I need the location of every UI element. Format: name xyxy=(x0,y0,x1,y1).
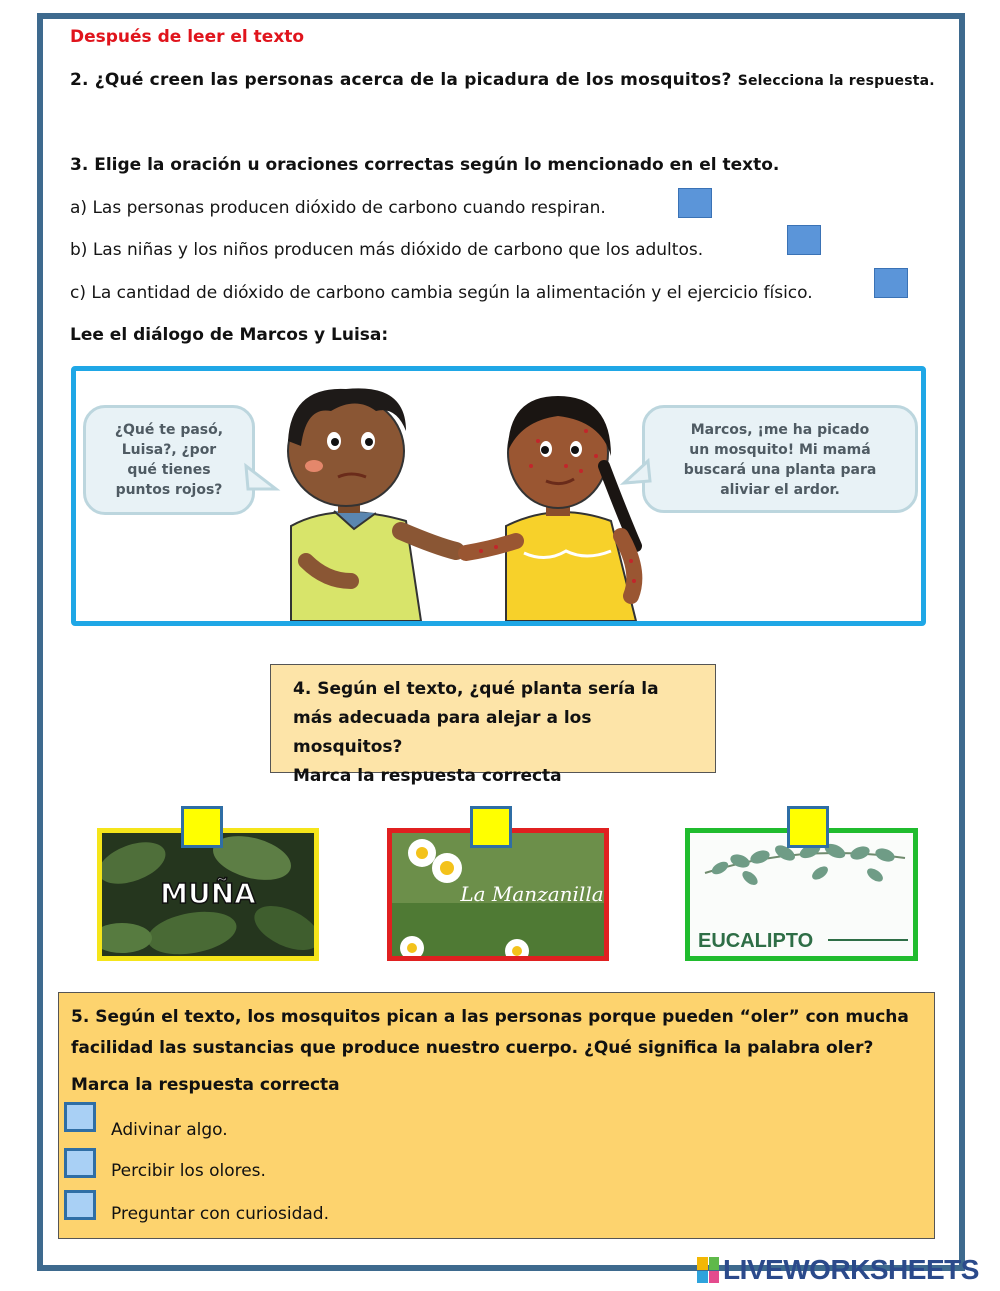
q5-checkbox-2[interactable] xyxy=(64,1148,96,1178)
question-5-instruction: Marca la respuesta correcta xyxy=(71,1075,340,1095)
plant-checkbox-muna[interactable] xyxy=(181,806,223,848)
q3-checkbox-c[interactable] xyxy=(874,268,908,298)
q5-option-3: Preguntar con curiosidad. xyxy=(111,1204,329,1224)
liveworksheets-wordmark: LIVEWORKSHEETS xyxy=(723,1254,979,1285)
bubble-line: un mosquito! Mi mamá xyxy=(689,442,871,458)
q3-option-a: a) Las personas producen dióxido de carbono cuando respiran. xyxy=(70,198,606,218)
bubble-line: Marcos, ¡me ha picado xyxy=(690,422,870,438)
q5-option-1: Adivinar algo. xyxy=(111,1120,228,1140)
q3-option-b: b) Las niñas y los niños producen más dióxido de carbono que los adultos. xyxy=(70,240,704,260)
question-5-box xyxy=(58,992,935,1239)
plant-label-muna: MUÑA xyxy=(160,877,256,910)
q5-option-2: Percibir los olores. xyxy=(111,1161,266,1181)
bubble-line: qué tienes xyxy=(127,462,211,478)
dialog-label: Lee el diálogo de Marcos y Luisa: xyxy=(70,325,389,345)
q3-checkbox-b[interactable] xyxy=(787,225,821,255)
plant-label-manzanilla: La Manzanilla xyxy=(460,882,604,906)
q5-checkbox-1[interactable] xyxy=(64,1102,96,1132)
question-2-text: 2. ¿Qué creen las personas acerca de la picadura de los mosquitos? xyxy=(70,70,732,90)
eucalipto-branch-image xyxy=(690,833,913,956)
muna-leaves-image xyxy=(102,833,314,956)
bubble-line: Luisa?, ¿por xyxy=(121,442,217,458)
question-2-hint: Selecciona la respuesta. xyxy=(737,73,935,89)
liveworksheets-logo[interactable] xyxy=(697,1254,979,1286)
question-4-line: Marca la respuesta correcta xyxy=(293,766,562,786)
question-2 xyxy=(70,70,935,90)
liveworksheets-icon xyxy=(697,1257,719,1283)
section-title: Después de leer el texto xyxy=(70,27,305,47)
children-drawing xyxy=(76,371,921,621)
bubble-line: aliviar el ardor. xyxy=(720,482,840,498)
bubble-line: buscará una planta para xyxy=(683,462,877,478)
bubble-line: ¿Qué te pasó, xyxy=(114,422,224,438)
q3-checkbox-a[interactable] xyxy=(678,188,712,218)
manzanilla-flowers-image xyxy=(392,833,604,956)
q5-checkbox-3[interactable] xyxy=(64,1190,96,1220)
question-5-text: 5. Según el texto, los mosquitos pican a las personas porque pueden “oler” con mucha facilidad las sustancias que produce nuestro cuerpo. ¿Qué significa la palabra oler? xyxy=(71,1007,909,1058)
question-4-box xyxy=(270,664,716,786)
bubble-line: puntos rojos? xyxy=(115,482,223,498)
question-4-line: 4. Según el texto, ¿qué planta sería la xyxy=(293,679,659,699)
plant-checkbox-eucalipto[interactable] xyxy=(787,806,829,848)
dialog-illustration xyxy=(71,366,926,626)
luisa-figure xyxy=(466,396,636,621)
plant-label-eucalipto: EUCALIPTO xyxy=(698,930,814,952)
question-4-line: más adecuada para alejar a los mosquitos? xyxy=(293,708,592,757)
marcos-figure xyxy=(288,388,456,621)
q3-option-c: c) La cantidad de dióxido de carbono cambia según la alimentación y el ejercicio físico. xyxy=(70,283,813,303)
plant-checkbox-manzanilla[interactable] xyxy=(470,806,512,848)
question-3-text: 3. Elige la oración u oraciones correctas según lo mencionado en el texto. xyxy=(70,155,780,175)
